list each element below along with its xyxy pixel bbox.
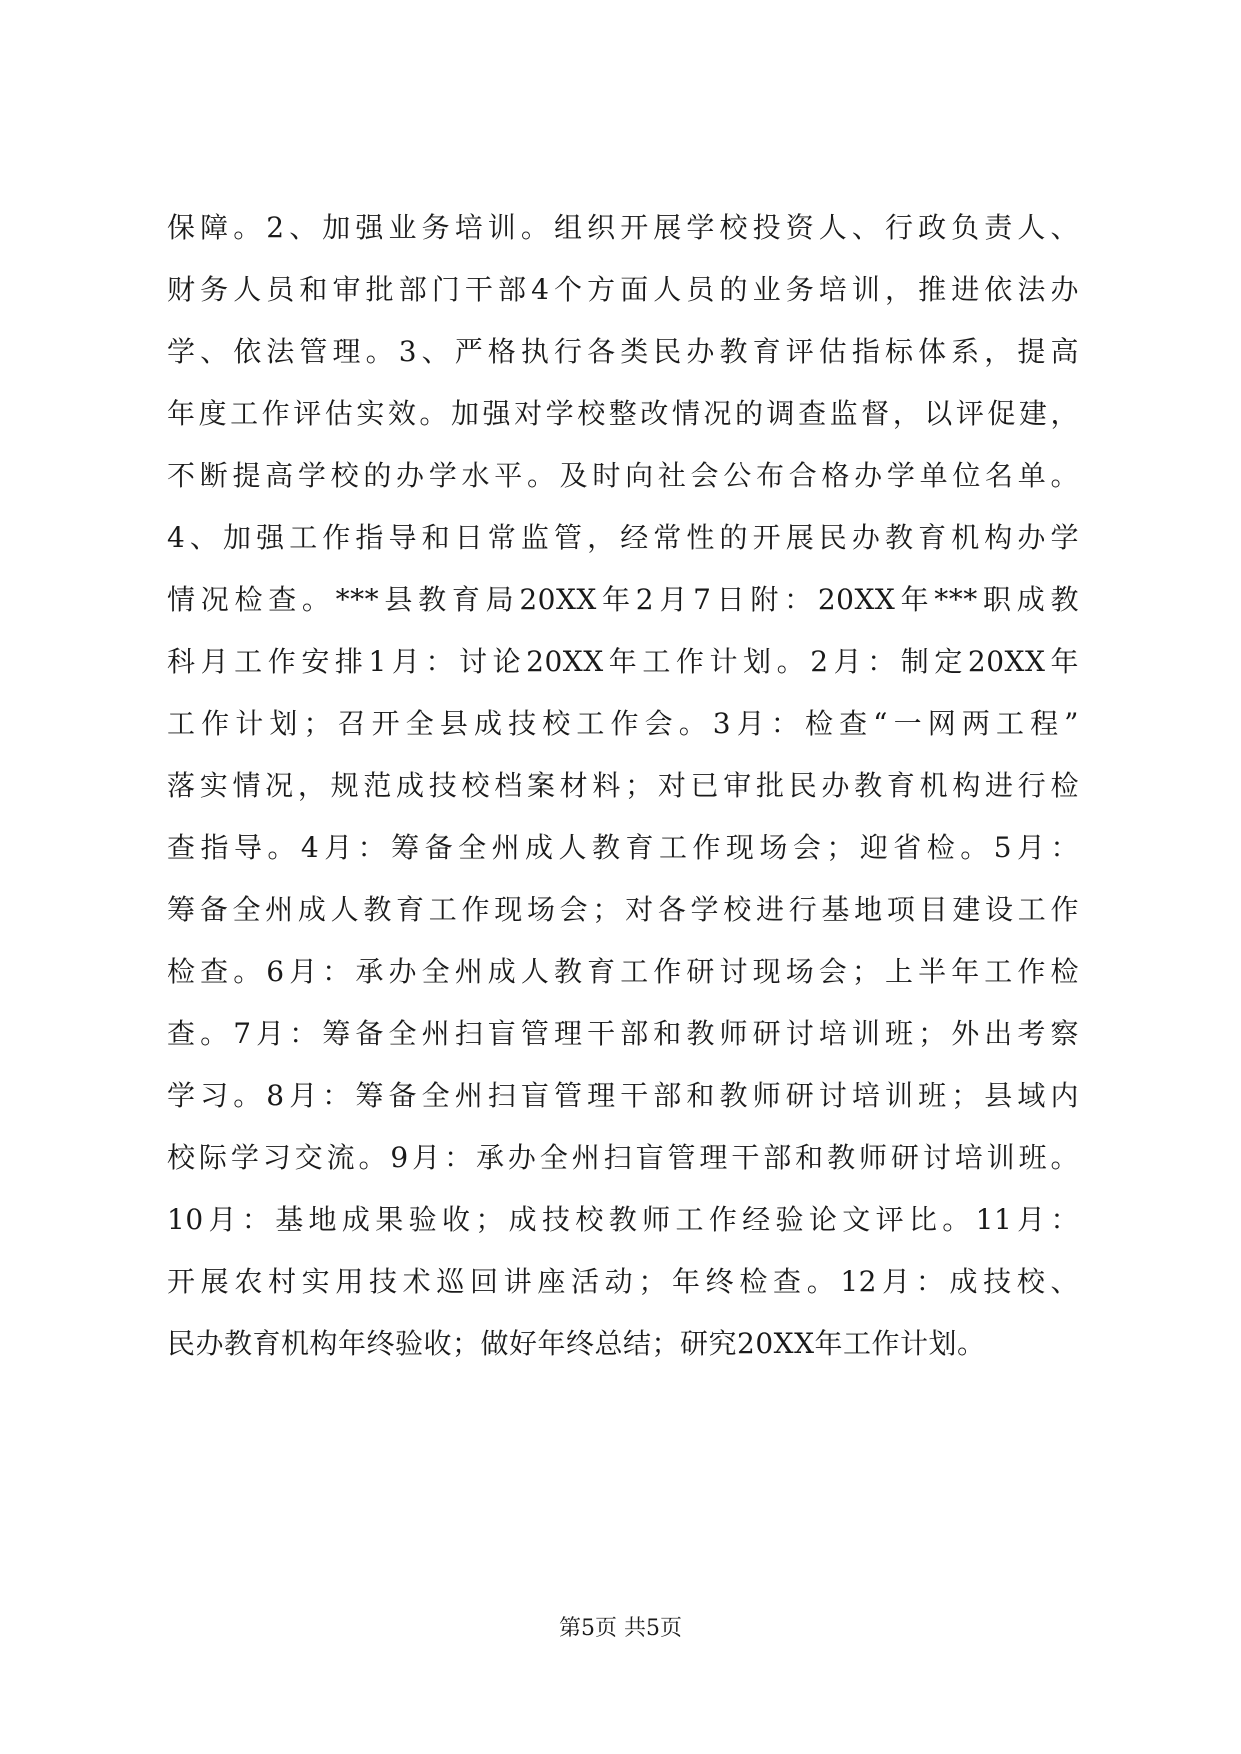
text-line: 10月：基地成果验收；成技校教师工作经验论文评比。11月： bbox=[167, 1203, 1079, 1236]
text-line: 查。7月：筹备全州扫盲管理干部和教师研讨培训班；外出考察 bbox=[167, 1017, 1079, 1050]
text-line: 财务人员和审批部门干部4个方面人员的业务培训，推进依法办 bbox=[167, 273, 1079, 306]
text-line: 年度工作评估实效。加强对学校整改情况的调查监督，以评促建， bbox=[167, 397, 1079, 430]
text-line: 查指导。4月：筹备全州成人教育工作现场会；迎省检。5月： bbox=[167, 831, 1079, 864]
text-line: 检查。6月：承办全州成人教育工作研讨现场会；上半年工作检 bbox=[167, 955, 1079, 988]
text-line: 学习。8月：筹备全州扫盲管理干部和教师研讨培训班；县域内 bbox=[167, 1079, 1079, 1112]
page-footer bbox=[0, 1614, 1241, 1644]
text-line: 情况检查。***县教育局20XX年2月7日附：20XX年***职成教 bbox=[167, 583, 1079, 616]
text-line: 保障。2、加强业务培训。组织开展学校投资人、行政负责人、 bbox=[167, 211, 1079, 244]
text-line: 科月工作安排1月：讨论20XX年工作计划。2月：制定20XX年 bbox=[167, 645, 1079, 678]
text-line-last: 民办教育机构年终验收；做好年终总结；研究20XX年工作计划。 bbox=[167, 1327, 986, 1360]
text-line: 开展农村实用技术巡回讲座活动；年终检查。12月：成技校、 bbox=[167, 1265, 1079, 1298]
text-line: 落实情况，规范成技校档案材料；对已审批民办教育机构进行检 bbox=[167, 769, 1079, 802]
text-line: 筹备全州成人教育工作现场会；对各学校进行基地项目建设工作 bbox=[167, 893, 1079, 926]
text-line: 校际学习交流。9月：承办全州扫盲管理干部和教师研讨培训班。 bbox=[167, 1141, 1079, 1174]
text-line: 4、加强工作指导和日常监管，经常性的开展民办教育机构办学 bbox=[167, 521, 1079, 554]
page-number-label: 第5页 共5页 bbox=[559, 1616, 682, 1641]
text-line: 学、依法管理。3、严格执行各类民办教育评估指标体系，提高 bbox=[167, 335, 1079, 368]
body-text bbox=[167, 197, 1079, 1375]
text-line: 不断提高学校的办学水平。及时向社会公布合格办学单位名单。 bbox=[167, 459, 1079, 492]
text-line: 工作计划；召开全县成技校工作会。3月：检查“一网两工程” bbox=[167, 707, 1079, 740]
